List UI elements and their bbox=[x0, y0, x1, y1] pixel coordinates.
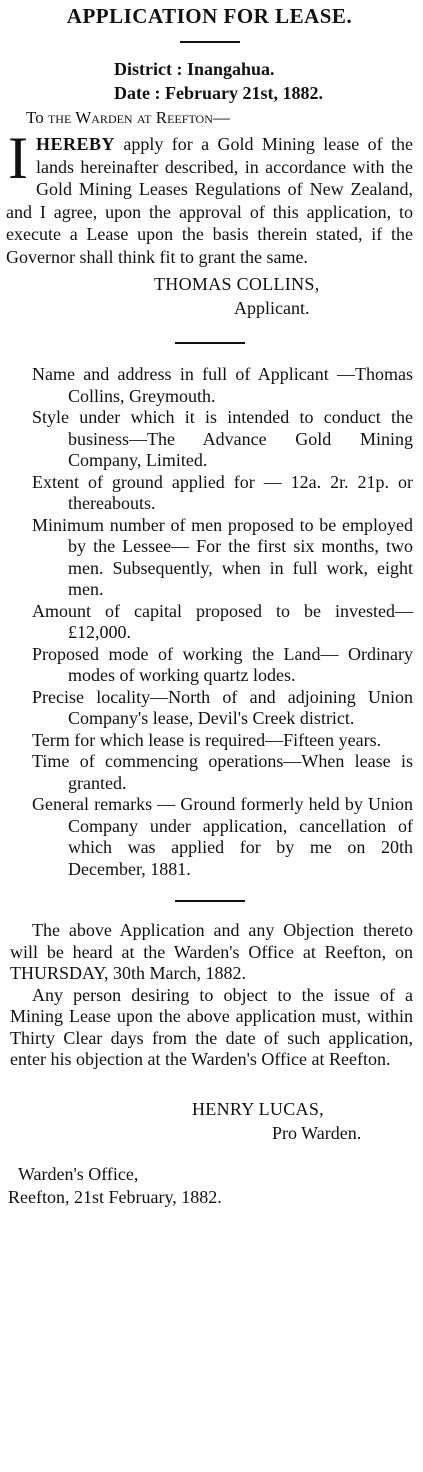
particular-item: Minimum number of men proposed to be employed by the Lessee— For the first six months, two men. Subsequently, when in full work, eight men. bbox=[32, 514, 413, 599]
date-line: Date : February 21st, 1882. bbox=[114, 83, 323, 103]
section-rule bbox=[175, 342, 245, 344]
title-rule bbox=[180, 41, 240, 43]
notice-rule bbox=[175, 900, 245, 902]
first-word: HEREBY bbox=[35, 134, 116, 154]
particular-item: Style under which it is intended to conduct the business—The Advance Gold Mining Company, Limited. bbox=[32, 407, 413, 470]
applicant-name: THOMAS COLLINS, bbox=[154, 274, 320, 294]
district-line: District : Inangahua. bbox=[114, 59, 275, 79]
particular-item: Name and address in full of Applicant —Thomas Collins, Greymouth. bbox=[32, 364, 413, 406]
particular-item: General remarks — Ground formerly held by Union Company under application, cancellation of which was applied for by me on 20th December, 1881. bbox=[32, 794, 413, 879]
particular-item: Amount of capital proposed to be invested—£12,000. bbox=[32, 600, 413, 642]
addressee-line bbox=[6, 107, 413, 129]
drop-cap: I bbox=[8, 125, 28, 191]
office-date-line: Reefton, 21st February, 1882. bbox=[8, 1186, 222, 1207]
particular-item: Time of commencing operations—When lease is granted. bbox=[32, 751, 413, 793]
particular-item: Proposed mode of working the Land— Ordinary modes of working quartz lodes. bbox=[32, 643, 413, 685]
addressee-name: the Warden at Reefton bbox=[47, 108, 213, 127]
hearing-notice: The above Application and any Objection thereto will be heard at the Warden's Office at Reefton, on THURSDAY, 30th March, 1882. bbox=[10, 920, 413, 983]
objection-notice: Any person desiring to object to the issue of a Mining Lease upon the above application must, within Thirty Clear days from the date of such application, enter his objection at the Warden's Office at Reefton. bbox=[10, 984, 413, 1069]
warden-name: HENRY LUCAS, bbox=[192, 1098, 324, 1119]
application-paragraph bbox=[6, 125, 413, 268]
particulars-list bbox=[6, 364, 413, 880]
applicant-role: Applicant. bbox=[234, 298, 310, 318]
warden-role: Pro Warden. bbox=[272, 1122, 362, 1143]
addressee-suffix: — bbox=[212, 108, 230, 127]
particular-item: Term for which lease is required—Fifteen years. bbox=[32, 729, 382, 750]
particular-item: Extent of ground applied for — 12a. 2r. 21p. or thereabouts. bbox=[32, 471, 413, 513]
addressee-prefix: To bbox=[26, 108, 48, 127]
application-text: apply for a Gold Mining lease of the lands hereinafter described, in accordance with the Gold Mining Leases Regulations of New Zealand, and I agree, upon the approval of this application, to execute a Lease upon the basis therein stated, if the Governor shall think fit to grant the same. bbox=[6, 134, 413, 267]
office-line: Warden's Office, bbox=[18, 1163, 139, 1184]
particular-item: Precise locality—North of and adjoining Union Company's lease, Devil's Creek district. bbox=[32, 686, 413, 728]
notice-title: APPLICATION FOR LEASE. bbox=[66, 4, 353, 28]
lease-notice bbox=[0, 4, 423, 1472]
